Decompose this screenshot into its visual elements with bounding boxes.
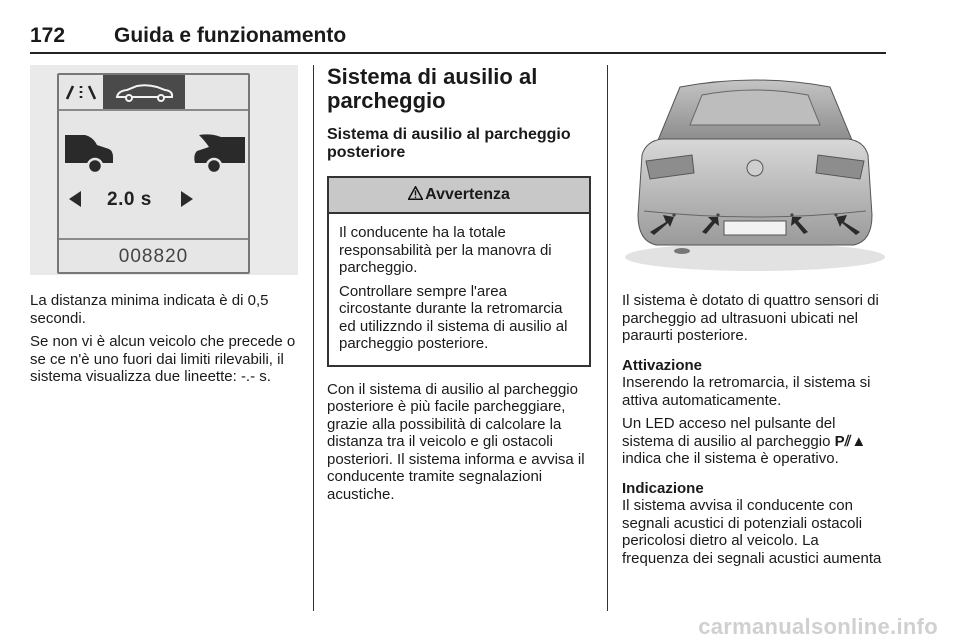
column-2	[327, 65, 591, 509]
paragraph	[622, 415, 888, 468]
activation-heading: Attivazione	[622, 356, 703, 374]
parking-assist-icon: P⫽▲	[834, 432, 867, 450]
warning-triangle-icon	[408, 179, 423, 193]
paragraph: La distanza minima indicata è di 0,5 secondi.	[30, 292, 269, 327]
paragraph: Se non vi è alcun veicolo che precede o se ce n'è uno fuori dai limiti rilevabili, il sistema visualizza due lineette: -.- s.	[30, 333, 296, 385]
header-rule	[30, 52, 886, 54]
display-illustration	[30, 65, 298, 275]
chapter-title: Guida e funzionamento	[114, 24, 347, 47]
paragraph: Il sistema è dotato di quattro sensori di parcheggio ad ultrasuoni ubicati nel paraurti posteriore.	[622, 292, 879, 344]
warning-box	[327, 176, 591, 367]
page-number: 172	[30, 24, 66, 47]
column3-text	[622, 292, 888, 567]
car-front-icon	[194, 134, 245, 173]
text-span: indica che il sistema è operativo.	[622, 450, 839, 467]
display-main-area	[59, 111, 248, 236]
warning-body	[329, 214, 589, 365]
time-gap-value: 2.0 s	[107, 189, 152, 210]
warning-heading: Avvertenza	[425, 186, 510, 203]
display-top-bar	[59, 75, 248, 111]
subsection-title: Sistema di ausilio al parcheggio posteriore	[327, 126, 571, 161]
car-silhouette-icon	[103, 75, 185, 109]
warning-header	[329, 178, 589, 214]
car-rear-illustration	[622, 65, 888, 280]
arrow-right-icon	[181, 191, 193, 207]
display-bottom-bar	[59, 238, 248, 274]
column-1	[30, 65, 302, 392]
column-divider-1	[313, 65, 314, 611]
page-header	[30, 24, 886, 54]
paragraph: Con il sistema di ausilio al parcheggio posteriore è più facile parcheggiare, grazie alla possibilità di calcolare la distanza tra il veicolo e gli ostacoli posteriori. Il sistema informa e avvisa il conducente tramite segnalazioni acustiche.	[327, 380, 585, 503]
driver-display	[57, 73, 250, 274]
car-rear-icon	[65, 135, 113, 173]
paragraph: Inserendo la retromarcia, il sistema si attiva automaticamente.	[622, 374, 871, 409]
warning-paragraph: Controllare sempre l'area circostante durante la retromarcia ed utilizzndo il sistema di ausilio al parcheggio posteriore.	[339, 282, 568, 352]
column1-text	[30, 292, 302, 386]
text-span: Un LED acceso nel pulsante del sistema di ausilio al parcheggio	[622, 415, 836, 450]
indication-heading: Indicazione	[622, 479, 704, 497]
lane-assist-icon	[59, 75, 103, 109]
paragraph: Il sistema avvisa il conducente con segnali acustici di potenziali ostacoli pericolosi dietro al veicolo. La frequenza dei segnali acustici aumenta	[622, 497, 882, 567]
warning-paragraph: Il conducente ha la totale responsabilità per la manovra di parcheggio.	[339, 224, 552, 276]
watermark: carmanualsonline.info	[698, 614, 938, 639]
column-3	[622, 65, 888, 573]
arrow-left-icon	[69, 191, 81, 207]
section-title: Sistema di ausilio al parcheggio	[327, 64, 538, 113]
column-divider-2	[607, 65, 608, 611]
odometer-value: 008820	[118, 246, 189, 267]
